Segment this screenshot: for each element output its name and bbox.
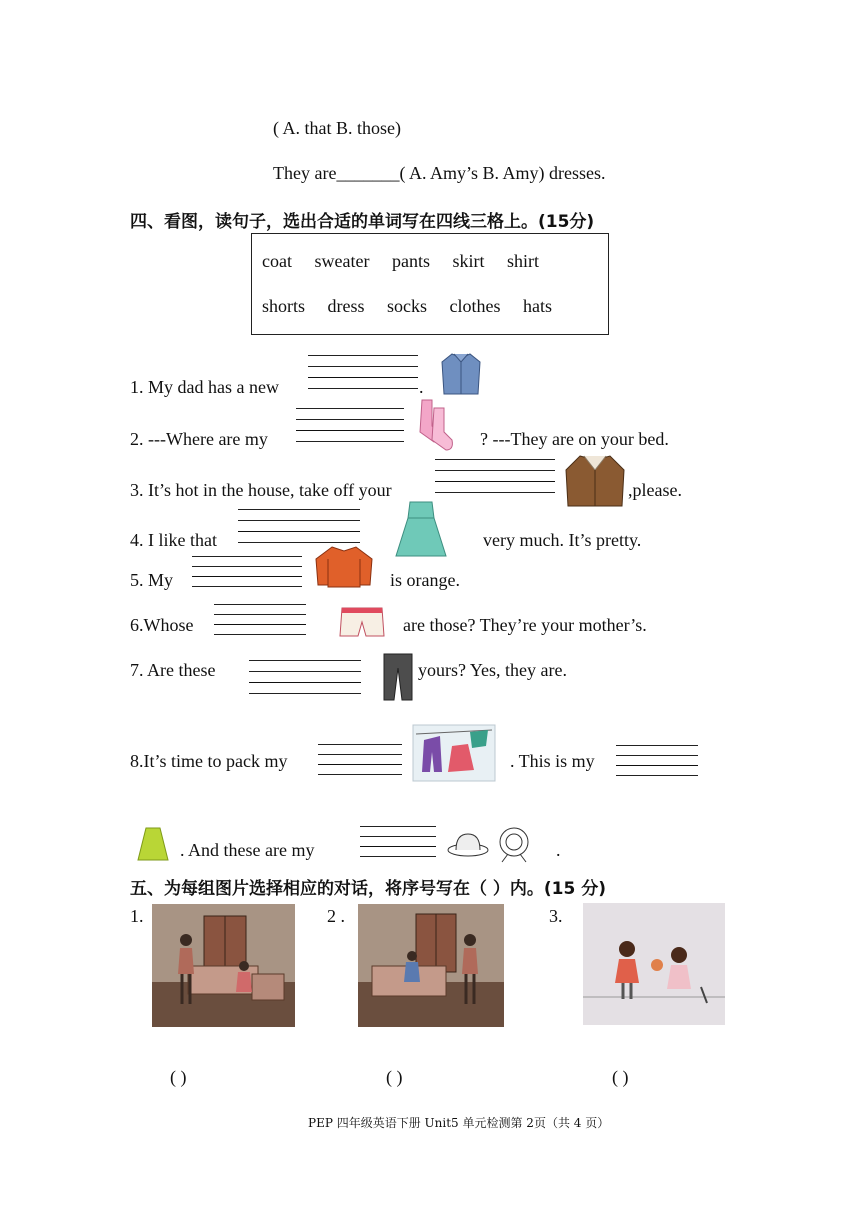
- item-4-text: 4. I like that: [130, 530, 217, 550]
- item-4-end: very much. It’s pretty.: [483, 530, 642, 550]
- choice-line-a: ( A. that B. those): [273, 118, 401, 138]
- answer-blank-1[interactable]: ( ): [170, 1067, 187, 1087]
- choice-line-b: They are_______( A. Amy’s B. Amy) dresses.: [273, 163, 606, 183]
- item-3-text: 3. It’s hot in the house, take off your: [130, 480, 392, 500]
- word: clothes: [449, 296, 501, 316]
- item-8-end: .: [556, 840, 561, 860]
- word: sweater: [314, 251, 370, 271]
- item-6-end: are those? They’re your mother’s.: [403, 615, 647, 635]
- bedroom-scene-1-picture: [152, 904, 295, 1027]
- writing-lines-1[interactable]: [308, 355, 418, 395]
- girls-scene-picture: [583, 903, 725, 1025]
- picture-label-2: 2 .: [327, 906, 345, 926]
- word: skirt: [452, 251, 485, 271]
- page-footer: PEP 四年级英语下册 Unit5 单元检测第 2页（共 4 页）: [308, 1116, 610, 1130]
- writing-lines-3[interactable]: [435, 459, 555, 499]
- word: coat: [262, 251, 292, 271]
- dress-icon: [392, 500, 450, 558]
- item-2-end: ? ---They are on your bed.: [480, 429, 669, 449]
- sweater-icon: [312, 545, 376, 589]
- item-5-end: is orange.: [390, 570, 460, 590]
- answer-blank-2[interactable]: ( ): [386, 1067, 403, 1087]
- item-8-continued-text: . And these are my: [180, 840, 315, 860]
- word-bank-row-1: [262, 251, 557, 272]
- shorts-icon: [338, 604, 386, 640]
- item-5-text: 5. My: [130, 570, 174, 590]
- word: shirt: [506, 251, 539, 271]
- word: socks: [387, 296, 428, 316]
- item-3-end: ,please.: [628, 480, 682, 500]
- item-7-end: yours? Yes, they are.: [418, 660, 567, 680]
- picture-label-1: 1.: [130, 906, 144, 926]
- socks-icon: [414, 398, 454, 454]
- writing-lines-6[interactable]: [214, 604, 306, 638]
- word-bank: [251, 233, 609, 335]
- skirt-icon: [136, 826, 170, 862]
- writing-lines-7[interactable]: [249, 660, 361, 696]
- picture-label-3: 3.: [549, 906, 563, 926]
- word: hats: [523, 296, 553, 316]
- bedroom-scene-2-picture: [358, 904, 504, 1027]
- coat-icon: [562, 450, 628, 510]
- word: dress: [327, 296, 365, 316]
- shirt-icon: [440, 350, 482, 396]
- word: pants: [391, 251, 430, 271]
- writing-lines-2[interactable]: [296, 408, 404, 448]
- item-6-text: 6.Whose: [130, 615, 194, 635]
- item-1-end: .: [419, 377, 424, 397]
- hats-icon: [446, 824, 542, 864]
- writing-lines-4[interactable]: [238, 509, 360, 549]
- item-7-text: 7. Are these: [130, 660, 216, 680]
- item-2-text: 2. ---Where are my: [130, 429, 268, 449]
- writing-lines-8c[interactable]: [360, 826, 436, 860]
- word-bank-row-2: [262, 296, 570, 317]
- item-8-mid: . This is my: [510, 751, 595, 771]
- writing-lines-8a[interactable]: [318, 744, 402, 778]
- writing-lines-8b[interactable]: [616, 745, 698, 779]
- pants-icon: [380, 652, 416, 702]
- section5-heading: 五、为每组图片选择相应的对话，将序号写在（ ）内。(15 分): [130, 879, 607, 899]
- section4-heading: 四、看图，读句子，选出合适的单词写在四线三格上。(15分): [130, 212, 595, 232]
- answer-blank-3[interactable]: ( ): [612, 1067, 629, 1087]
- word: shorts: [262, 296, 306, 316]
- item-1-text: 1. My dad has a new: [130, 377, 279, 397]
- clothes-icon: [412, 724, 496, 782]
- item-8-text: 8.It’s time to pack my: [130, 751, 288, 771]
- writing-lines-5[interactable]: [192, 556, 302, 590]
